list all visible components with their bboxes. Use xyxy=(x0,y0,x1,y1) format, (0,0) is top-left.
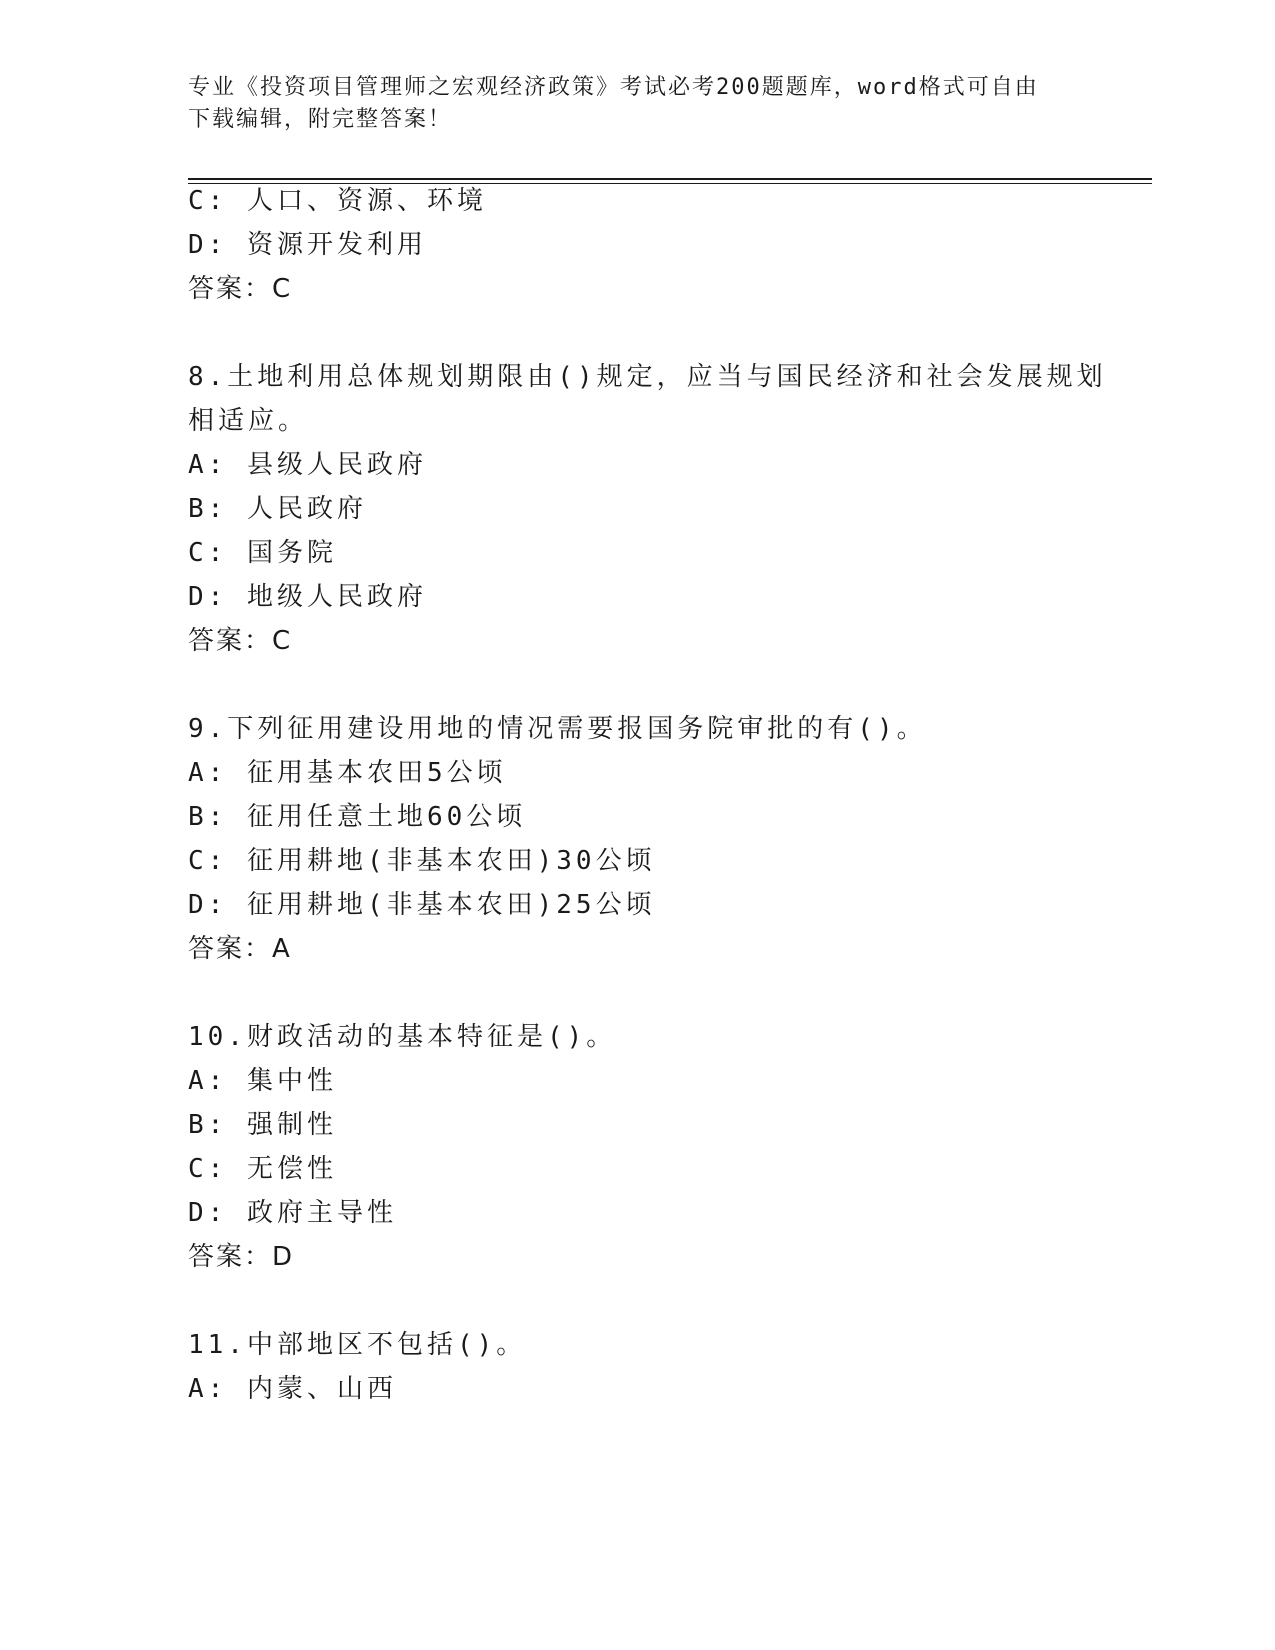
page-header xyxy=(188,72,1088,136)
q8-stem-line-1: 8.土地利用总体规划期限由()规定，应当与国民经济和社会发展规划 xyxy=(188,362,1107,392)
q11-option-a: A: 内蒙、山西 xyxy=(188,1374,397,1404)
q9-option-c: C: 征用耕地(非基本农田)30公顷 xyxy=(188,846,656,876)
q10-stem: 10.财政活动的基本特征是()。 xyxy=(188,1022,617,1052)
q8-option-a: A: 县级人民政府 xyxy=(188,450,427,480)
q10-option-a: A: 集中性 xyxy=(188,1066,337,1096)
q9-answer: 答案：A xyxy=(188,934,292,964)
q10-option-b: B: 强制性 xyxy=(188,1110,337,1140)
q7-option-d: D: 资源开发利用 xyxy=(188,230,427,260)
header-line-2: 下载编辑，附完整答案！ xyxy=(188,107,453,132)
q10-option-c: C: 无偿性 xyxy=(188,1154,337,1184)
q8-option-b: B: 人民政府 xyxy=(188,494,367,524)
q9-option-d: D: 征用耕地(非基本农田)25公顷 xyxy=(188,890,656,920)
q10-option-d: D: 政府主导性 xyxy=(188,1198,397,1228)
q11-stem: 11.中部地区不包括()。 xyxy=(188,1330,527,1360)
q10-answer: 答案：D xyxy=(188,1242,295,1272)
q7-answer: 答案：C xyxy=(188,274,293,304)
q9-stem: 9.下列征用建设用地的情况需要报国务院审批的有()。 xyxy=(188,714,927,744)
q7-option-c: C: 人口、资源、环境 xyxy=(188,186,487,216)
q9-option-b: B: 征用任意土地60公顷 xyxy=(188,802,527,832)
q8-answer: 答案：C xyxy=(188,626,293,656)
q9-option-a: A: 征用基本农田5公顷 xyxy=(188,758,507,788)
header-line-1: 专业《投资项目管理师之宏观经济政策》考试必考200题题库，word格式可自由 xyxy=(188,75,1039,100)
header-divider-thick xyxy=(188,178,1152,180)
q8-option-c: C: 国务院 xyxy=(188,538,337,568)
q8-stem-line-2: 相适应。 xyxy=(188,406,309,436)
q8-option-d: D: 地级人民政府 xyxy=(188,582,427,612)
